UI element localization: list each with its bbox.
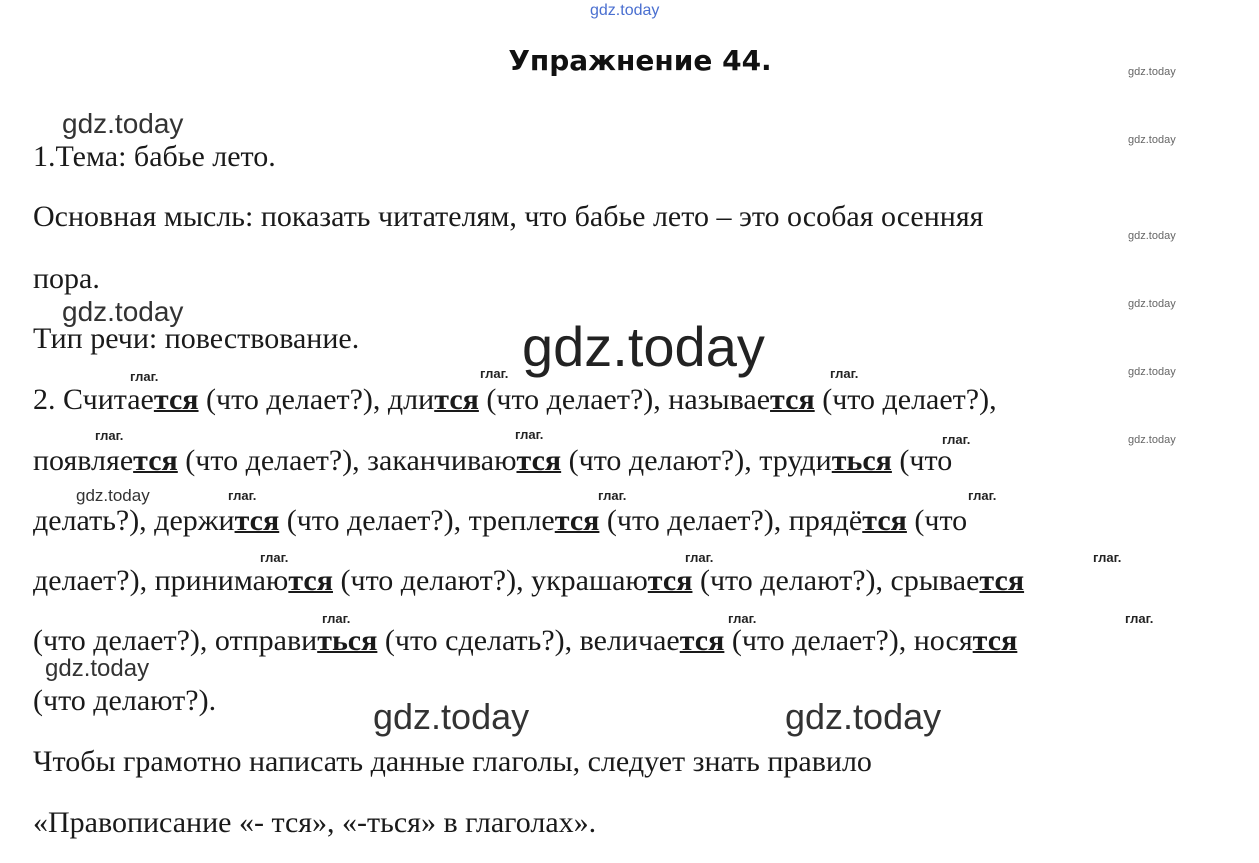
verb-label: глаг.: [728, 611, 757, 626]
verb-label: глаг.: [322, 611, 351, 626]
side-watermark: gdz.today: [1128, 298, 1176, 310]
verb-suffix: тся: [554, 504, 600, 537]
verb-suffix: тся: [862, 504, 907, 537]
verb-suffix: тся: [679, 624, 725, 657]
verb-stem: (что делает?), прядё: [599, 504, 863, 537]
verb-label: глаг.: [1093, 550, 1122, 565]
side-watermark: gdz.today: [1128, 434, 1176, 446]
verb-label: глаг.: [830, 366, 859, 381]
watermark: gdz.today: [785, 696, 942, 737]
verb-suffix: тся: [153, 383, 199, 416]
side-watermark: gdz.today: [1128, 230, 1176, 242]
verb-label: глаг.: [968, 488, 997, 503]
verb-stem: (что делает?), заканчиваю: [177, 444, 517, 477]
verb-stem: делает?), принимаю: [33, 564, 289, 597]
verb-stem: (что: [906, 504, 968, 537]
verbs-line: [33, 504, 967, 538]
verb-suffix: тся: [770, 383, 815, 416]
watermark: gdz.today: [62, 108, 184, 139]
verb-label: глаг.: [598, 488, 627, 503]
verbs-line: [33, 564, 1024, 598]
watermark: gdz.today: [45, 655, 150, 682]
verb-suffix: тся: [133, 444, 178, 477]
verb-stem: (что делают?), срывае: [692, 564, 980, 597]
verb-stem: (что делают?), труди: [561, 444, 832, 477]
speech-type-line: Тип речи: повествование.: [33, 322, 360, 355]
theme-line: 1.Тема: бабье лето.: [33, 140, 276, 173]
verb-label: глаг.: [1125, 611, 1154, 626]
verb-suffix: тся: [288, 564, 333, 597]
verb-label: глаг.: [95, 428, 124, 443]
verb-suffix: тся: [434, 383, 479, 416]
main-idea-line-end: пора.: [33, 262, 100, 295]
rule-name-line: «Правописание «- тся», «-ться» в глаголах».: [33, 806, 597, 839]
verb-stem: 2. Считае: [33, 383, 154, 416]
verb-suffix: тся: [516, 444, 562, 477]
main-idea-line: Основная мысль: показать читателям, что бабье лето – это особая осенняя: [33, 200, 984, 233]
watermark: gdz.today: [373, 696, 530, 737]
verb-label: глаг.: [685, 550, 714, 565]
verb-stem: (что делает?), дли: [198, 383, 435, 416]
page-title: Упражнение 44.: [508, 44, 772, 77]
verb-stem: (что делает?), нося: [724, 624, 973, 657]
verb-suffix: тся: [234, 504, 280, 537]
verb-stem: (что делает?), отправи: [33, 624, 318, 657]
verb-stem: (что делают?), украшаю: [332, 564, 648, 597]
side-watermark: gdz.today: [1128, 366, 1176, 378]
verbs-line: [33, 383, 997, 417]
verb-stem: (что делает?), трепле: [279, 504, 555, 537]
watermark-top: gdz.today: [590, 2, 660, 19]
verb-stem: делать?), держи: [33, 504, 235, 537]
watermark: gdz.today: [76, 486, 150, 505]
verb-label: глаг.: [942, 432, 971, 447]
verb-label: глаг.: [228, 488, 257, 503]
verb-stem: (что: [891, 444, 953, 477]
side-watermark: gdz.today: [1128, 134, 1176, 146]
verb-suffix: тся: [979, 564, 1025, 597]
verb-stem: (что сделать?), величае: [377, 624, 680, 657]
verb-label: глаг.: [515, 427, 544, 442]
verbs-line-end: (что делают?).: [33, 684, 217, 717]
watermark-large: gdz.today: [522, 315, 765, 378]
verb-suffix: ться: [317, 624, 378, 657]
verbs-line: [33, 624, 1017, 658]
verb-suffix: тся: [972, 624, 1018, 657]
verb-suffix: тся: [647, 564, 693, 597]
verbs-line: [33, 444, 952, 478]
verb-stem: появляе: [33, 444, 134, 477]
verb-label: глаг.: [260, 550, 289, 565]
side-watermark: gdz.today: [1128, 66, 1176, 78]
verb-stem: (что делает?), называе: [478, 383, 771, 416]
verb-label: глаг.: [480, 366, 509, 381]
watermark: gdz.today: [62, 296, 184, 327]
verb-stem: (что делает?),: [814, 383, 997, 416]
verb-suffix: ться: [831, 444, 892, 477]
verb-label: глаг.: [130, 369, 159, 384]
rule-line: Чтобы грамотно написать данные глаголы, следует знать правило: [33, 745, 872, 778]
